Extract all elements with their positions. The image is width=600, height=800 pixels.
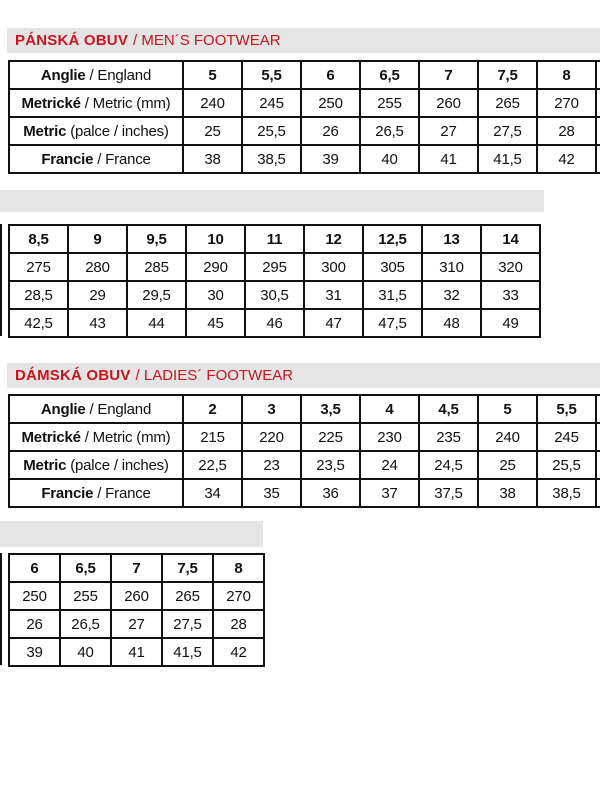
size-cell: 4 <box>360 395 419 423</box>
size-cell: 5 <box>478 395 537 423</box>
size-cell: 5,5 <box>242 61 301 89</box>
size-cell: 270 <box>213 582 264 610</box>
size-cell: 310 <box>422 253 481 281</box>
mens-section-continuation-bar <box>0 190 544 212</box>
size-cell: 265 <box>162 582 213 610</box>
size-cell: 6 <box>9 554 60 582</box>
size-cell: 295 <box>245 253 304 281</box>
size-cell: 32 <box>422 281 481 309</box>
size-cell: 27 <box>111 610 162 638</box>
size-cell: 12,5 <box>363 225 422 253</box>
row-label-cell: Metrické / Metric (mm) <box>9 423 183 451</box>
ladies-section-header-bar <box>7 363 600 388</box>
size-cell: 31 <box>304 281 363 309</box>
row-label-cell: Metric (palce / inches) <box>9 451 183 479</box>
size-cell: 5,5 <box>537 395 596 423</box>
size-cell: 25 <box>478 451 537 479</box>
table-row <box>9 225 540 253</box>
size-cell: 260 <box>419 89 478 117</box>
size-cell: 250 <box>301 89 360 117</box>
size-cell: 24,5 <box>419 451 478 479</box>
size-cell: 37 <box>360 479 419 507</box>
size-cell: 26 <box>301 117 360 145</box>
size-cell: 38 <box>478 479 537 507</box>
size-cell: 14 <box>481 225 540 253</box>
clipped-continuation-cell <box>596 61 600 89</box>
size-cell: 41,5 <box>478 145 537 173</box>
table-row <box>9 309 540 337</box>
size-cell: 48 <box>422 309 481 337</box>
table-row <box>9 61 600 89</box>
size-cell: 235 <box>419 423 478 451</box>
size-cell: 39 <box>9 638 60 666</box>
mens-section-title-en: / MEN´S FOOTWEAR <box>133 32 281 49</box>
size-cell: 7 <box>111 554 162 582</box>
size-cell: 265 <box>478 89 537 117</box>
ladies-section-title-cs: DÁMSKÁ OBUV <box>15 367 131 384</box>
mens-size-table-part2 <box>8 224 541 338</box>
size-cell: 29 <box>68 281 127 309</box>
size-cell: 230 <box>360 423 419 451</box>
clipped-continuation-cell <box>596 89 600 117</box>
table-row <box>9 281 540 309</box>
size-cell: 4,5 <box>419 395 478 423</box>
size-cell: 3 <box>242 395 301 423</box>
size-cell: 34 <box>183 479 242 507</box>
size-cell: 26,5 <box>60 610 111 638</box>
ladies-size-table-part2 <box>8 553 265 667</box>
size-cell: 24 <box>360 451 419 479</box>
size-cell: 5 <box>183 61 242 89</box>
clipped-continuation-cell <box>596 145 600 173</box>
ladies-size-table-part1 <box>8 394 600 508</box>
size-cell: 30 <box>186 281 245 309</box>
size-cell: 40 <box>360 145 419 173</box>
size-cell: 25,5 <box>242 117 301 145</box>
size-cell: 225 <box>301 423 360 451</box>
ladies-table-part2-cut-edge <box>0 553 2 665</box>
size-cell: 12 <box>304 225 363 253</box>
mens-section-header-bar <box>7 28 600 53</box>
table-row <box>9 423 600 451</box>
size-cell: 25,5 <box>537 451 596 479</box>
size-cell: 31,5 <box>363 281 422 309</box>
size-cell: 13 <box>422 225 481 253</box>
size-cell: 245 <box>537 423 596 451</box>
size-cell: 6,5 <box>360 61 419 89</box>
size-cell: 305 <box>363 253 422 281</box>
size-cell: 46 <box>245 309 304 337</box>
row-label-cell: Metrické / Metric (mm) <box>9 89 183 117</box>
mens-section-title-cs: PÁNSKÁ OBUV <box>15 32 129 49</box>
ladies-section-title-en: / LADIES´ FOOTWEAR <box>135 367 294 384</box>
clipped-continuation-cell <box>596 423 600 451</box>
size-cell: 290 <box>186 253 245 281</box>
size-cell: 320 <box>481 253 540 281</box>
size-cell: 215 <box>183 423 242 451</box>
size-cell: 255 <box>60 582 111 610</box>
table-row <box>9 610 264 638</box>
size-cell: 11 <box>245 225 304 253</box>
mens-size-table-part1 <box>8 60 600 174</box>
size-cell: 41 <box>111 638 162 666</box>
size-cell: 41 <box>419 145 478 173</box>
size-cell: 9 <box>68 225 127 253</box>
size-cell: 25 <box>183 117 242 145</box>
size-cell: 35 <box>242 479 301 507</box>
size-cell: 260 <box>111 582 162 610</box>
table-row <box>9 554 264 582</box>
size-cell: 38,5 <box>242 145 301 173</box>
size-cell: 9,5 <box>127 225 186 253</box>
size-cell: 255 <box>360 89 419 117</box>
size-cell: 41,5 <box>162 638 213 666</box>
size-cell: 37,5 <box>419 479 478 507</box>
size-cell: 40 <box>60 638 111 666</box>
size-cell: 27,5 <box>162 610 213 638</box>
size-cell: 285 <box>127 253 186 281</box>
size-cell: 26,5 <box>360 117 419 145</box>
clipped-continuation-cell <box>596 479 600 507</box>
size-cell: 6 <box>301 61 360 89</box>
size-cell: 26 <box>9 610 60 638</box>
size-cell: 220 <box>242 423 301 451</box>
size-cell: 38,5 <box>537 479 596 507</box>
row-label-cell: Francie / France <box>9 145 183 173</box>
table-row <box>9 479 600 507</box>
table-row <box>9 117 600 145</box>
size-cell: 250 <box>9 582 60 610</box>
size-cell: 33 <box>481 281 540 309</box>
size-cell: 3,5 <box>301 395 360 423</box>
size-cell: 7 <box>419 61 478 89</box>
size-cell: 8 <box>537 61 596 89</box>
clipped-continuation-cell <box>596 117 600 145</box>
table-row <box>9 451 600 479</box>
size-cell: 23 <box>242 451 301 479</box>
size-cell: 42 <box>213 638 264 666</box>
size-cell: 47,5 <box>363 309 422 337</box>
size-cell: 28 <box>537 117 596 145</box>
size-cell: 7,5 <box>478 61 537 89</box>
size-cell: 28 <box>213 610 264 638</box>
size-cell: 8 <box>213 554 264 582</box>
clipped-continuation-cell <box>596 395 600 423</box>
size-cell: 38 <box>183 145 242 173</box>
size-cell: 43 <box>68 309 127 337</box>
size-cell: 23,5 <box>301 451 360 479</box>
size-cell: 240 <box>183 89 242 117</box>
size-cell: 8,5 <box>9 225 68 253</box>
table-row <box>9 582 264 610</box>
size-cell: 275 <box>9 253 68 281</box>
ladies-section-continuation-bar <box>0 521 263 547</box>
size-cell: 45 <box>186 309 245 337</box>
mens-table-part2-cut-edge <box>0 224 2 336</box>
size-cell: 42 <box>537 145 596 173</box>
table-row <box>9 253 540 281</box>
size-cell: 6,5 <box>60 554 111 582</box>
size-cell: 30,5 <box>245 281 304 309</box>
table-row <box>9 89 600 117</box>
size-cell: 27 <box>419 117 478 145</box>
size-cell: 2 <box>183 395 242 423</box>
row-label-cell: Francie / France <box>9 479 183 507</box>
size-cell: 39 <box>301 145 360 173</box>
row-label-cell: Anglie / England <box>9 61 183 89</box>
size-cell: 47 <box>304 309 363 337</box>
size-cell: 10 <box>186 225 245 253</box>
size-cell: 36 <box>301 479 360 507</box>
size-cell: 240 <box>478 423 537 451</box>
size-cell: 42,5 <box>9 309 68 337</box>
size-cell: 49 <box>481 309 540 337</box>
clipped-continuation-cell <box>596 451 600 479</box>
table-row <box>9 395 600 423</box>
size-cell: 270 <box>537 89 596 117</box>
size-cell: 44 <box>127 309 186 337</box>
size-cell: 28,5 <box>9 281 68 309</box>
size-cell: 22,5 <box>183 451 242 479</box>
row-label-cell: Metric (palce / inches) <box>9 117 183 145</box>
size-cell: 245 <box>242 89 301 117</box>
row-label-cell: Anglie / England <box>9 395 183 423</box>
table-row <box>9 638 264 666</box>
size-cell: 29,5 <box>127 281 186 309</box>
size-cell: 7,5 <box>162 554 213 582</box>
size-cell: 27,5 <box>478 117 537 145</box>
size-cell: 280 <box>68 253 127 281</box>
size-cell: 300 <box>304 253 363 281</box>
table-row <box>9 145 600 173</box>
